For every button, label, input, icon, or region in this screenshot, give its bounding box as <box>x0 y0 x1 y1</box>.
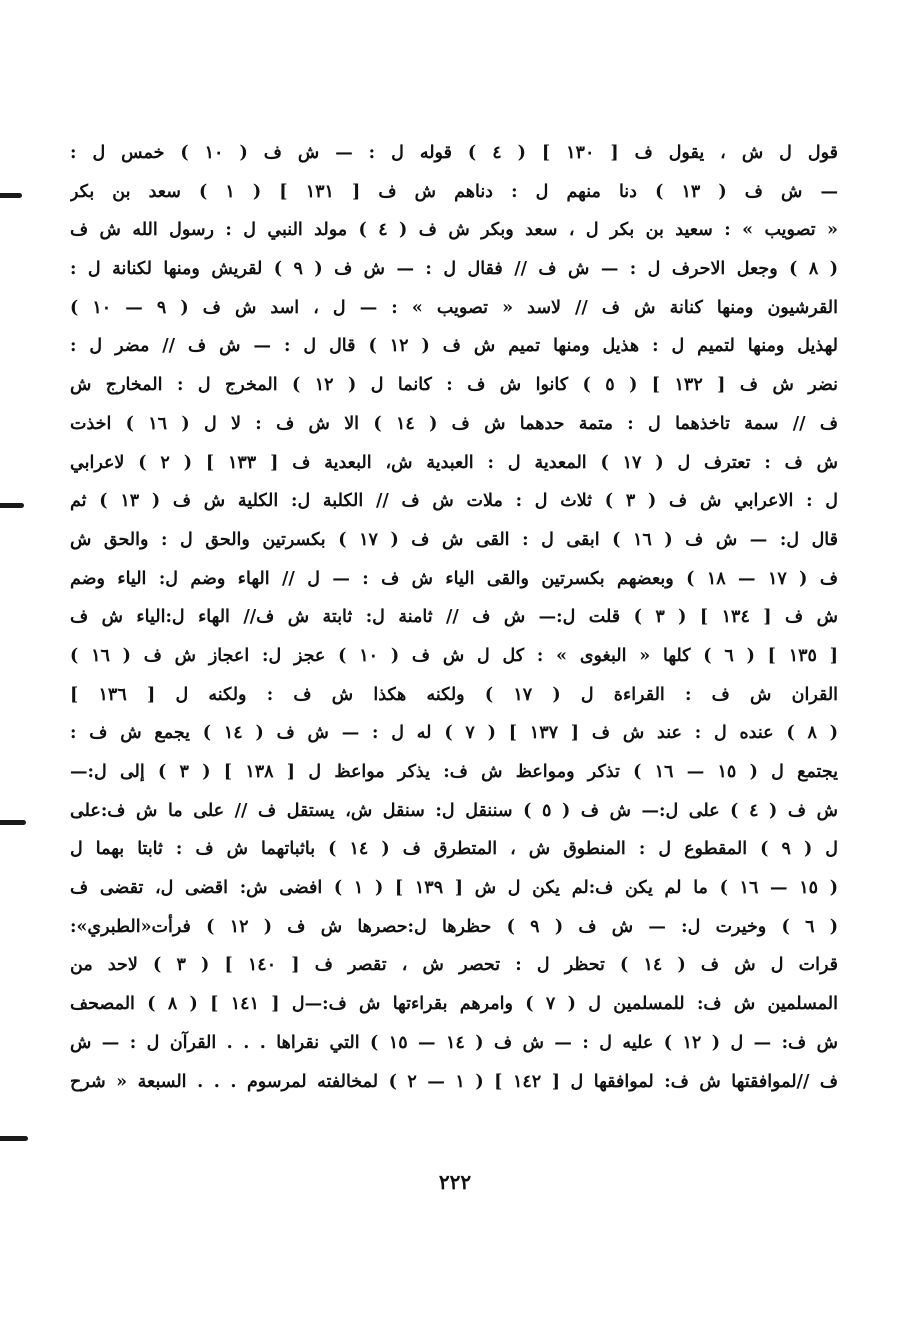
text-line: قول ل ش ، يقول ف [ ١٣٠ ] ( ٤ ) قوله ل : — ش ف ( ١٠ ) خمس ل : <box>70 143 838 163</box>
text-line: ( ٦ ) وخيرت ل: — ش ف ( ٩ ) حظرها ل:حصرها ش ف ( ١٢ ) فرأت«الطبري»: <box>70 916 838 937</box>
apparatus-text <box>70 134 838 1101</box>
text-line: قال ل: — ش ف ( ١٦ ) ابقى ل : القى ش ف ( ١٧ ) بكسرتين والحق ل : والحق ش <box>70 529 838 550</box>
scan-mark <box>0 503 24 508</box>
scan-mark <box>0 193 22 198</box>
text-line: ف //لموافقتها ش ف: لموافقها ل [ ١٤٢ ] ( ١ — ٢ ) لمخالفته لمرسوم . . . السبعة « شرح <box>70 1071 838 1092</box>
text-line: القران ش ف : القراءة ل ( ١٧ ) ولكنه هكذا ش ف : ولكنه ل [ ١٣٦ ] <box>70 684 838 705</box>
text-line: « تصويب » : سعيد بن بكر ل ، سعد وبكر ش ف ( ٤ ) مولد النبي ل : رسول الله ش ف <box>70 220 838 241</box>
text-line: ف ( ١٧ — ١٨ ) وبعضهم بكسرتين والقى الياء ش ف : — ل // الهاء وضم ل: الياء وضم <box>70 568 838 589</box>
text-line: ش ف [ ١٣٤ ] ( ٣ ) قلت ل:— ش ف // ثامنة ل: ثابتة ش ف// الهاء ل:الياء ش ف <box>70 607 838 628</box>
text-line: ( ١٥ — ١٦ ) ما لم يكن ف:لم يكن ل ش [ ١٣٩ ] ( ١ ) افضى ش: اقضى ل، تقضى ف <box>70 878 838 899</box>
text-line: [ ١٣٥ ] ( ٦ ) كلها « البغوى » : كل ل ش ف ( ١٠ ) عجز ل: اعجاز ش ف ( ١٦ ) <box>70 645 838 666</box>
text-line: القرشيون ومنها كنانة ش ف // لاسد « تصويب » : — ل ، اسد ش ف ( ٩ — ١٠ ) <box>70 297 838 318</box>
text-line: ش ف: — ل ( ١٢ ) عليه ل : — ش ف ( ١٤ — ١٥ ) التي نقراها . . . القرآن ل : — ش <box>70 1032 838 1053</box>
text-line: ل : الاعرابي ش ف ( ٣ ) ثلاث ل : ملات ش ف // الكلبة ل: الكلية ش ف ( ١٣ ) ثم <box>70 491 838 512</box>
text-line: ش ف : تعترف ل ( ١٧ ) المعدية ل : العبدية ش، البعدية ف [ ١٣٣ ] ( ٢ ) لاعرابي <box>70 452 838 473</box>
text-line: يجتمع ل ( ١٥ — ١٦ ) تذكر ومواعظ ش ف: يذكر مواعظ ل [ ١٣٨ ] ( ٣ ) إلى ل:— <box>70 762 838 782</box>
text-line: — ش ف ( ١٣ ) دنا منهم ل : دناهم ش ف [ ١٣١ ] ( ١ ) سعد بن بكر <box>70 181 838 202</box>
text-line: ف // سمة تاخذهما ل : متمة حدهما ش ف ( ١٤ ) الا ش ف : لا ل ( ١٦ ) اخذت <box>70 413 838 434</box>
page-number: ٢٢٢ <box>438 1170 472 1194</box>
text-line: ( ٨ ) وجعل الاحرف ل : — ش ف // فقال ل : — ش ف ( ٩ ) لقريش ومنها لكنانة ل : <box>70 259 838 280</box>
text-line: ل ( ٩ ) المقطوع ل : المنطوق ش ، المتطرق ف ( ١٤ ) باثباتهما ش ف : ثابتا بهما ل <box>70 839 838 860</box>
text-line: المسلمين ش ف: للمسلمين ل ( ٧ ) وامرهم بقراءتها ش ف:—ل [ ١٤١ ] ( ٨ ) المصحف <box>70 994 838 1015</box>
text-line: ش ف ( ٤ ) على ل:— ش ف ( ٥ ) سننقل ل: سنقل ش، يستقل ف // على ما ش ف:على <box>70 800 838 821</box>
scan-mark <box>0 1136 28 1141</box>
scan-mark <box>0 820 26 825</box>
text-line: ( ٨ ) عنده ل : عند ش ف [ ١٣٧ ] ( ٧ ) له ل : — ش ف ( ١٤ ) يجمع ش ف : <box>70 723 838 744</box>
text-line: لهذيل ومنها لتميم ل : هذيل ومنها تميم ش ف ( ١٢ ) قال ل : — ش ف // مضر ل : <box>70 336 838 357</box>
text-line: قرات ل ش ف ( ١٤ ) تحظر ل : تحصر ش ، تقصر ف [ ١٤٠ ] ( ٣ ) لاحد من <box>70 955 838 976</box>
text-line: نضر ش ف [ ١٣٢ ] ( ٥ ) كانوا ش ف : كانما ل ( ١٢ ) المخرج ل : المخارج ش <box>70 375 838 396</box>
